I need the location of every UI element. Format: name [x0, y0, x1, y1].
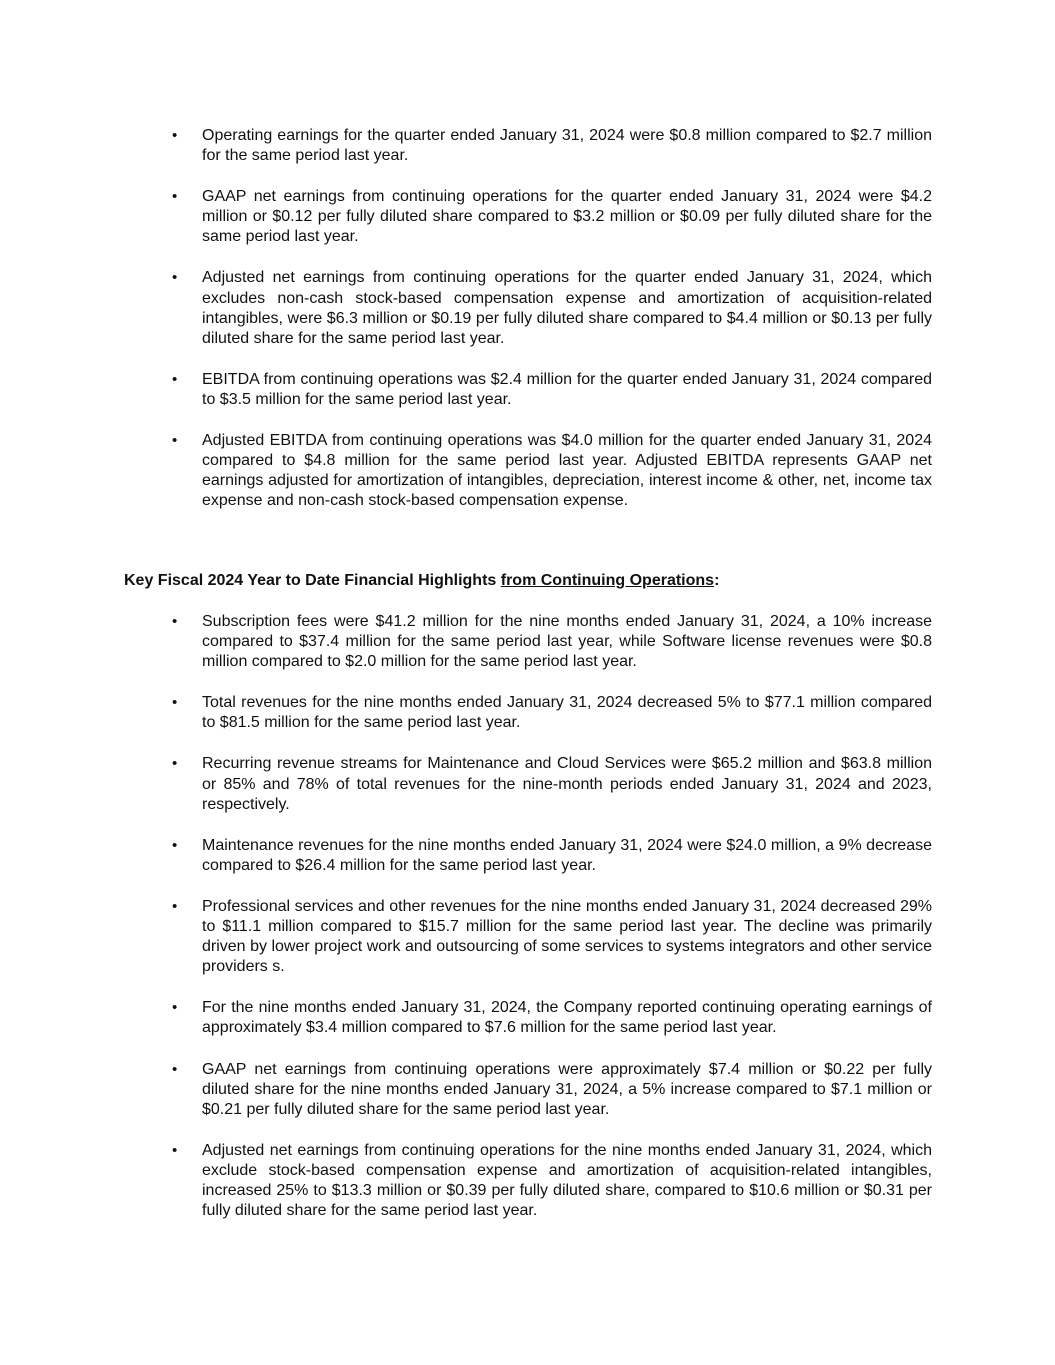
bullet-icon: •	[172, 836, 178, 854]
list-item-text: EBITDA from continuing operations was $2.4 million for the quarter ended January 31, 2024 compared to $3.5 million for the same period last year.	[202, 370, 932, 408]
bullet-icon: •	[172, 755, 178, 773]
list-item-text: For the nine months ended January 31, 2024, the Company reported continuing operating earnings of approximately $3.4 million compared to $7.6 million for the same period last year.	[202, 999, 932, 1037]
heading-prefix: Key Fiscal 2024 Year to Date Financial Highlights	[124, 572, 501, 589]
heading-suffix: :	[714, 572, 720, 589]
list-item-text: Adjusted net earnings from continuing operations for the quarter ended January 31, 2024, which excludes non-cash stock-based compensation expense and amortization of acquisition-related intangibles, were $6.3 million or $0.19 per fully diluted share compared to $4.4 million or $0.13 per fully diluted share for the same period last year.	[202, 269, 932, 347]
list-item	[170, 431, 932, 511]
bullet-icon: •	[172, 269, 178, 287]
list-item	[170, 1060, 932, 1120]
list-item-text: Subscription fees were $41.2 million for the nine months ended January 31, 2024, a 10% increase compared to $37.4 million for the same period last year, while Software license revenues were $0.8 million compared to $2.0 million for the same period last year.	[202, 613, 932, 671]
ytd-section-heading	[124, 571, 719, 591]
list-item	[170, 612, 932, 672]
list-item-text: Total revenues for the nine months ended January 31, 2024 decreased 5% to $77.1 million compared to $81.5 million for the same period last year.	[202, 694, 932, 732]
list-item	[170, 897, 932, 977]
heading-underlined: from Continuing Operations	[500, 572, 715, 589]
list-item-text: Operating earnings for the quarter ended January 31, 2024 were $0.8 million compared to $2.7 million for the same period last year.	[202, 127, 932, 165]
list-item	[170, 693, 932, 733]
list-item	[170, 836, 932, 876]
list-item-text: Maintenance revenues for the nine months ended January 31, 2024 were $24.0 million, a 9% decrease compared to $26.4 million for the same period last year.	[202, 836, 932, 874]
bullet-icon: •	[172, 1141, 178, 1159]
list-item-text: Adjusted net earnings from continuing operations for the nine months ended January 31, 2024, which exclude stock-based compensation expense and amortization of acquisition-related intangibles, increased 25% to $13.3 million or $0.39 per fully diluted share, compared to $10.6 million or $0.31 per fully diluted share for the same period last year.	[202, 1141, 932, 1220]
bullet-icon: •	[172, 1060, 178, 1078]
bullet-icon: •	[172, 432, 178, 450]
list-item-text: GAAP net earnings from continuing operations were approximately $7.4 million or $0.22 per fully diluted share for the nine months ended January 31, 2024, a 5% increase compared to $7.1 million or $0.21 per fully diluted share for the same period last year.	[202, 1060, 932, 1118]
list-item-text: GAAP net earnings from continuing operations for the quarter ended January 31, 2024 were $4.2 million or $0.12 per fully diluted share compared to $3.2 million or $0.09 per fully diluted share for the same period last year.	[202, 188, 932, 246]
bullet-icon: •	[172, 127, 178, 144]
bullet-icon: •	[172, 897, 178, 915]
list-item	[170, 998, 932, 1038]
bullet-icon: •	[172, 370, 178, 388]
bullet-icon: •	[172, 188, 178, 206]
list-item	[170, 126, 932, 166]
list-item	[170, 268, 932, 348]
list-item	[170, 370, 932, 410]
bullet-icon: •	[172, 999, 178, 1017]
list-item	[170, 754, 932, 814]
list-item	[170, 187, 932, 247]
bullet-icon: •	[172, 613, 178, 630]
list-item	[170, 1141, 932, 1221]
quarter-highlights-list	[170, 126, 932, 511]
ytd-highlights-list	[170, 612, 932, 1221]
bullet-icon: •	[172, 694, 178, 712]
list-item-text: Adjusted EBITDA from continuing operations was $4.0 million for the quarter ended January 31, 2024 compared to $4.8 million for the same period last year. Adjusted EBITDA represents GAAP net earnings adjusted for amortization of intangibles, depreciation, interest income & other, net, income tax expense and non-cash stock-based compensation expense.	[202, 432, 932, 510]
list-item-text: Professional services and other revenues for the nine months ended January 31, 2024 decreased 29% to $11.1 million compared to $15.7 million for the same period last year. The decline was primarily driven by lower project work and outsourcing of some services to systems integrators and other service providers s.	[202, 897, 932, 976]
list-item-text: Recurring revenue streams for Maintenance and Cloud Services were $65.2 million and $63.8 million or 85% and 78% of total revenues for the nine-month periods ended January 31, 2024 and 2023, respectively.	[202, 755, 932, 813]
